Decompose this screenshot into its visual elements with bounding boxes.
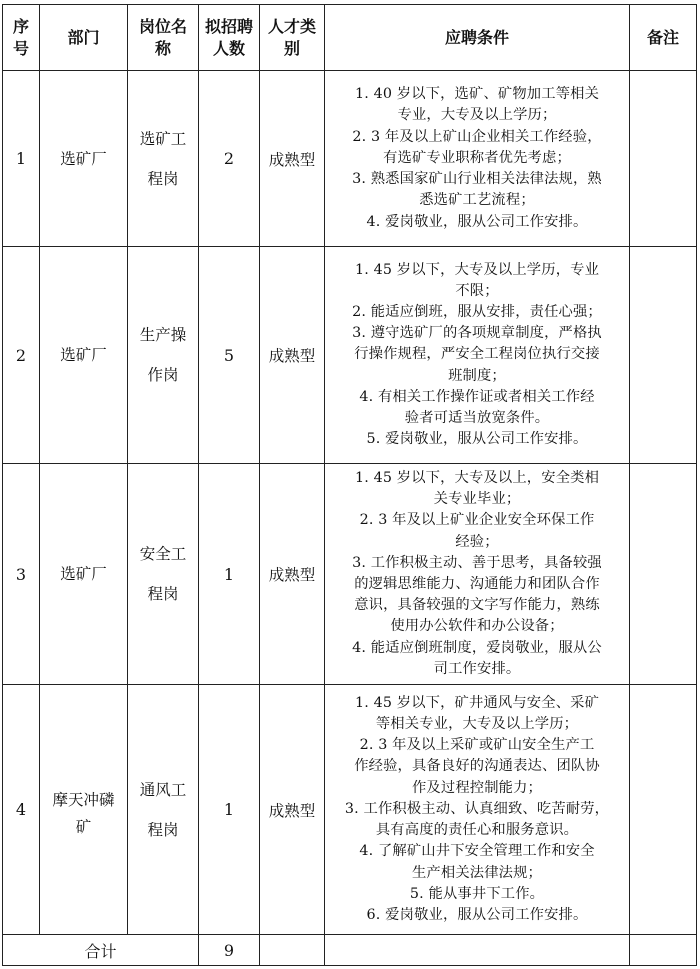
- header-department: 部门: [40, 5, 128, 71]
- row-position: 选矿工 程岗: [128, 71, 199, 247]
- row-talent-type: 成熟型: [260, 71, 325, 247]
- row-remark: [630, 247, 697, 464]
- row-department: 选矿厂: [40, 71, 128, 247]
- row-position: 通风工 程岗: [128, 685, 199, 935]
- row-index: 3: [3, 464, 40, 685]
- row-remark: [630, 685, 697, 935]
- row-position: 安全工 程岗: [128, 464, 199, 685]
- row-count: 5: [199, 247, 260, 464]
- header-requirements: 应聘条件: [325, 5, 630, 71]
- row-talent-type: 成熟型: [260, 464, 325, 685]
- total-label: 合计: [3, 935, 199, 966]
- header-index: 序 号: [3, 5, 40, 71]
- header-remarks: 备注: [630, 5, 697, 71]
- row-position: 生产操 作岗: [128, 247, 199, 464]
- total-row: [3, 935, 697, 966]
- table-row: [3, 685, 697, 935]
- row-department: 摩天冲磷 矿: [40, 685, 128, 935]
- row-remark: [630, 71, 697, 247]
- table-row: [3, 71, 697, 247]
- row-talent-type: 成熟型: [260, 247, 325, 464]
- total-requirements: [325, 935, 630, 966]
- row-count: 1: [199, 464, 260, 685]
- row-count: 2: [199, 71, 260, 247]
- row-count: 1: [199, 685, 260, 935]
- total-remark: [630, 935, 697, 966]
- row-index: 1: [3, 71, 40, 247]
- header-planned-count: 拟招聘 人数: [199, 5, 260, 71]
- row-talent-type: 成熟型: [260, 685, 325, 935]
- header-position: 岗位名 称: [128, 5, 199, 71]
- row-requirements: 1. 45 岁以下，矿井通风与安全、采矿 等相关专业，大专及以上学历； 2. 3 年及以上采矿或矿山安全生产工 作经验，具备良好的沟通表达、团队协 作及过程控制能力； 3. 工作积极主动、认真细致、吃苦耐劳， 具有高度的责任心和服务意识。 4. 了解矿山井下安全管理工作和安全 生产相关法律法规； 5. 能从事井下工作。 6. 爱岗敬业，服从公司工作安排。: [325, 685, 630, 935]
- recruitment-table: [2, 4, 697, 966]
- total-count: 9: [199, 935, 260, 966]
- header-talent-type: 人才类 别: [260, 5, 325, 71]
- row-requirements: 1. 45 岁以下，大专及以上，安全类相 关专业毕业； 2. 3 年及以上矿业企业安全环保工作 经验； 3. 工作积极主动、善于思考，具备较强 的逻辑思维能力、沟通能力和团队合作 意识，具备较强的文字写作能力，熟练 使用办公软件和办公设备； 4. 能适应倒班制度，爱岗敬业，服从公 司工作安排。: [325, 464, 630, 685]
- row-remark: [630, 464, 697, 685]
- total-talent-type: [260, 935, 325, 966]
- row-requirements: 1. 40 岁以下，选矿、矿物加工等相关 专业，大专及以上学历； 2. 3 年及以上矿山企业相关工作经验， 有选矿专业职称者优先考虑； 3. 熟悉国家矿山行业相关法律法规，熟 悉选矿工艺流程； 4. 爱岗敬业，服从公司工作安排。: [325, 71, 630, 247]
- row-requirements: 1. 45 岁以下，大专及以上学历，专业 不限； 2. 能适应倒班，服从安排，责任心强； 3. 遵守选矿厂的各项规章制度，严格执 行操作规程，严安全工程岗位执行交接 班制度； 4. 有相关工作操作证或者相关工作经 验者可适当放宽条件。 5. 爱岗敬业，服从公司工作安排。: [325, 247, 630, 464]
- table-row: [3, 464, 697, 685]
- header-row: [3, 5, 697, 71]
- row-index: 2: [3, 247, 40, 464]
- row-index: 4: [3, 685, 40, 935]
- row-department: 选矿厂: [40, 247, 128, 464]
- table-row: [3, 247, 697, 464]
- row-department: 选矿厂: [40, 464, 128, 685]
